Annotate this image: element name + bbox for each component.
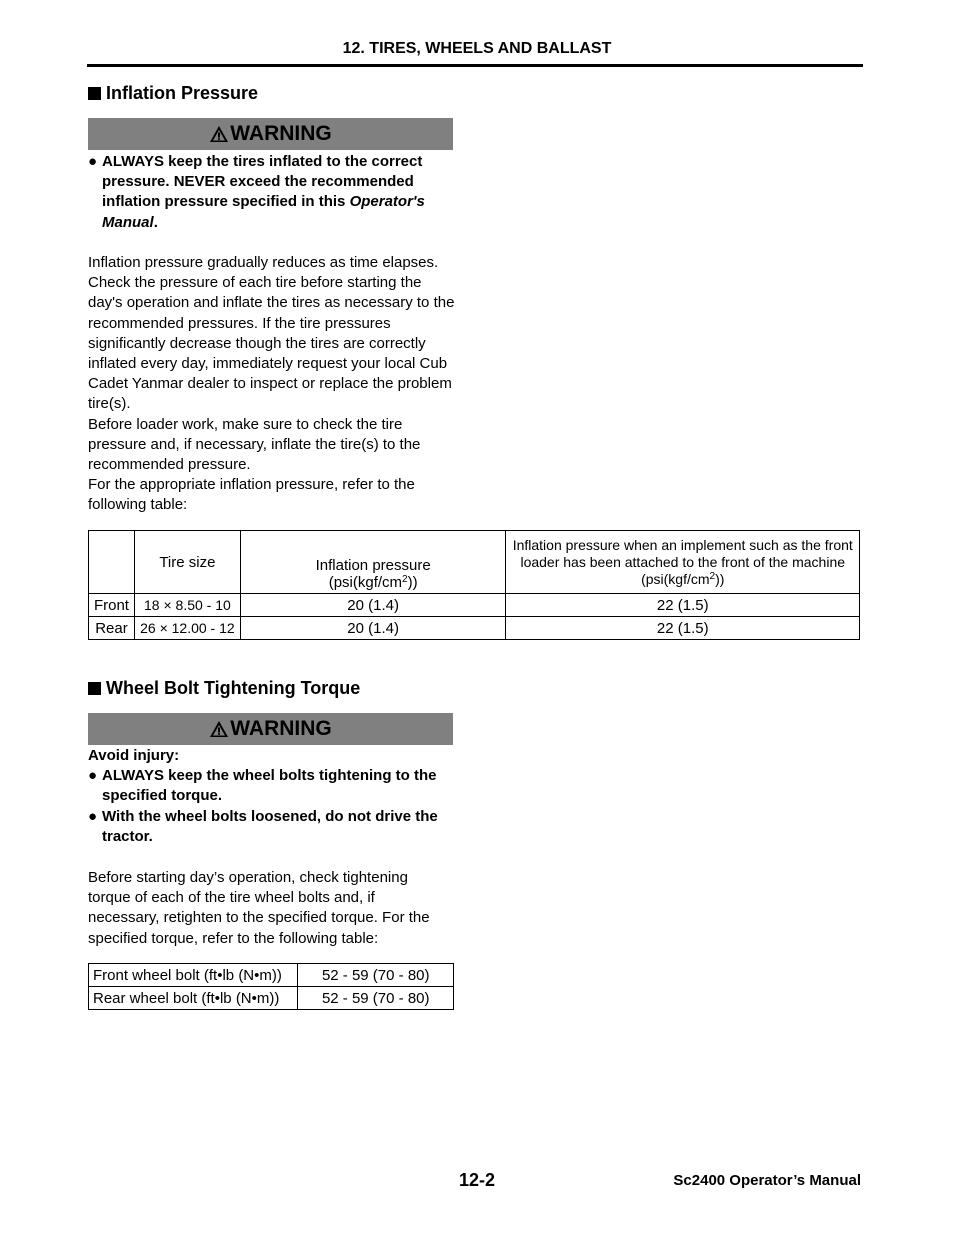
table-cell: 22 (1.5) xyxy=(506,617,860,640)
table-row xyxy=(89,594,860,617)
warning-bullet: ● ALWAYS keep the tires inflated to the correct pressure. NEVER exceed the recommended inflation pressure specified in this Operator's Manual. xyxy=(88,153,425,231)
header-rule xyxy=(87,64,863,67)
square-bullet-icon xyxy=(88,682,101,695)
inflation-section-title: Inflation Pressure xyxy=(88,83,258,104)
table-cell: Front xyxy=(89,594,135,617)
warning-intro: Avoid injury: xyxy=(88,747,180,764)
table-cell: 20 (1.4) xyxy=(240,617,506,640)
paragraph: Before starting day’s operation, check tightening torque of each of the tire wheel bolts and, if necessary, retighten to the specified torque. For the specified torque, refer to the following table: xyxy=(88,869,430,947)
warning-triangle-icon xyxy=(209,720,229,738)
bullet-dot-icon: ● xyxy=(88,767,98,785)
warning-label: WARNING xyxy=(230,717,332,740)
torque-body-text xyxy=(88,868,450,949)
page-header-title: 12. TIRES, WHEELS AND BALLAST xyxy=(342,40,612,57)
table-row xyxy=(89,964,454,987)
torque-warning-bullets xyxy=(88,746,458,847)
page-number: 12-2 xyxy=(459,1170,496,1190)
inflation-pressure-table xyxy=(88,530,860,640)
paragraph: Before loader work, make sure to check the tire pressure and, if necessary, inflate the tire(s) to the recommended pressure. xyxy=(88,415,421,474)
table-row xyxy=(89,617,860,640)
paragraph: Inflation pressure gradually reduces as time elapses. Check the pressure of each tire before starting the day's operation and inflate the tires as necessary to the recommended pressures. If the tire pressures significantly decrease though the tires are correctly inflated every day, immediately request your local Cub Cadet Yanmar dealer to inspect or replace the problem tire(s). xyxy=(88,254,455,413)
table-cell: Front wheel bolt (ft•lb (N•m)) xyxy=(89,964,298,987)
warning-bullet: ● ALWAYS keep the wheel bolts tightening to the specified torque. xyxy=(88,767,437,805)
inflation-warning-bullets xyxy=(88,152,443,233)
inflation-body-text xyxy=(88,253,456,516)
table-row xyxy=(89,987,454,1010)
table-cell: 18 × 8.50 - 10 xyxy=(134,594,240,617)
torque-warning-banner xyxy=(88,713,453,745)
table-header-cell xyxy=(89,531,135,594)
table-cell: Rear wheel bolt (ft•lb (N•m)) xyxy=(89,987,298,1010)
torque-section-title: Wheel Bolt Tightening Torque xyxy=(88,678,360,699)
table-cell: Rear xyxy=(89,617,135,640)
table-header-cell: Tire size xyxy=(134,531,240,594)
table-header-row xyxy=(89,531,860,594)
torque-table xyxy=(88,963,454,1010)
inflation-warning-banner xyxy=(88,118,453,150)
table-cell: 22 (1.5) xyxy=(506,594,860,617)
warning-label: WARNING xyxy=(230,122,332,145)
table-cell: 20 (1.4) xyxy=(240,594,506,617)
table-cell: 52 - 59 (70 - 80) xyxy=(298,964,454,987)
square-bullet-icon xyxy=(88,87,101,100)
warning-triangle-icon xyxy=(209,125,229,143)
table-cell: 52 - 59 (70 - 80) xyxy=(298,987,454,1010)
table-header-cell: Inflation pressure $(psi(kgf/cm^2))$ xyxy=(240,531,506,594)
table-header-cell: Inflation pressure when an implement such as the front loader has been attached to the front of the machine $(psi(kgf/cm^2))$ xyxy=(506,531,860,594)
warning-bullet: ● With the wheel bolts loosened, do not drive the tractor. xyxy=(88,807,438,845)
bullet-dot-icon: ● xyxy=(88,153,98,170)
paragraph: For the appropriate inflation pressure, refer to the following table: xyxy=(88,476,415,514)
manual-title: Sc2400 Operator’s Manual xyxy=(673,1172,861,1189)
table-cell: 26 × 12.00 - 12 xyxy=(134,617,240,640)
bullet-dot-icon: ● xyxy=(88,807,98,825)
